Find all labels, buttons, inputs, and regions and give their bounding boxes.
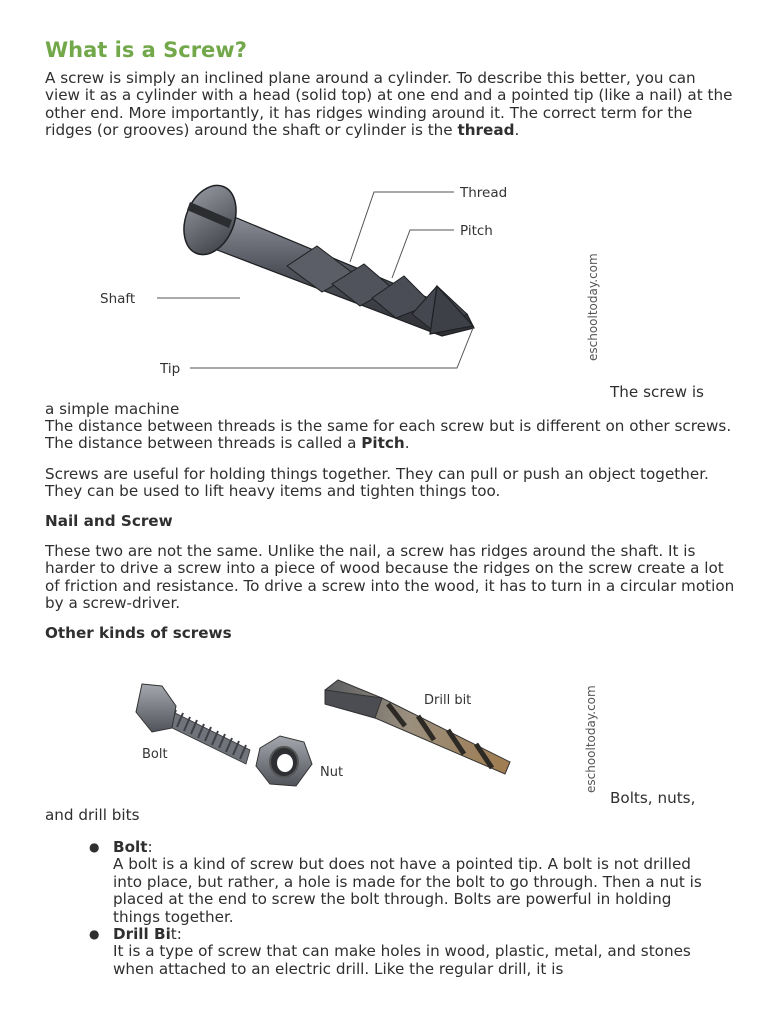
page-title: What is a Screw? (45, 38, 247, 62)
intro-text: A screw is simply an inclined plane around a cylinder. To describe this better, you can view it as a cylinder with a head (solid top) at one end and a pointed tip (like a nail) at the other end. More importantly, it has ridges winding around it. The correct term for the ridges (or grooves) around the shaft or cylinder is the (45, 69, 733, 140)
pitch-text: The distance between threads is the same for each screw but is different on other screws. The distance between threads is called a (45, 417, 732, 453)
figure2-caption-head: and drill bits (45, 806, 140, 824)
list-description: It is a type of screw that can make holes in wood, plastic, metal, and stones when attached to an electric drill. Like the regular drill, it is (113, 942, 691, 978)
nut-shape (256, 736, 312, 786)
label-pitch: Pitch (460, 223, 493, 239)
intro-paragraph (45, 70, 735, 140)
pitch-paragraph (45, 418, 735, 453)
list-item (89, 838, 723, 926)
list-term-suffix: t: (170, 925, 182, 944)
label-tip: Tip (160, 361, 181, 377)
figure2-caption-tail: Bolts, nuts, (610, 789, 696, 807)
pitch-text-end: . (404, 434, 410, 453)
label-thread: Thread (460, 185, 508, 201)
label-bolt: Bolt (142, 747, 168, 762)
screw-types-list (89, 838, 723, 978)
figure1-caption-tail: The screw is (610, 383, 704, 401)
useful-paragraph: Screws are useful for holding things together. They can pull or push an object together. They can be used to lift heavy items and tighten things too. (45, 465, 709, 501)
list-description: A bolt is a kind of screw but does not have a pointed tip. A bolt is not drilled into place, but rather, a hole is made for the bolt to go through. Then a nut is placed at the end to screw the bolt through. Bolts are powerful in holding things together. (113, 855, 702, 926)
bullet-icon: ● (89, 927, 100, 942)
figure1-caption-head: a simple machine (45, 400, 180, 418)
other-screws-heading: Other kinds of screws (45, 624, 232, 642)
screw-shape (174, 178, 474, 336)
list-term: Bolt (113, 838, 148, 856)
label-nut: Nut (320, 765, 344, 780)
list-term: Drill Bi (113, 925, 171, 944)
bullet-icon: ● (89, 840, 100, 854)
drill-bit-shape (325, 680, 510, 774)
bolt-nut-drill-diagram (120, 670, 610, 805)
nail-paragraph: These two are not the same. Unlike the nail, a screw has ridges around the shaft. It is harder to drive a screw into a piece of wood because the ridges on the screw create a lot of friction and resistance. To drive a screw into the wood, it has to turn in a circular motion by a screw-driver. (45, 542, 735, 613)
intro-bold-term: thread (457, 121, 515, 140)
list-term-suffix: : (147, 838, 153, 856)
watermark: eschooltoday.com (584, 685, 598, 793)
screw-diagram (92, 176, 612, 381)
label-drill-bit: Drill bit (424, 693, 472, 708)
nail-screw-heading: Nail and Screw (45, 512, 173, 530)
watermark: eschooltoday.com (586, 253, 600, 361)
intro-text-end: . (514, 121, 520, 140)
list-item (89, 925, 723, 978)
label-shaft: Shaft (100, 291, 136, 307)
pitch-bold-term: Pitch (361, 434, 405, 453)
